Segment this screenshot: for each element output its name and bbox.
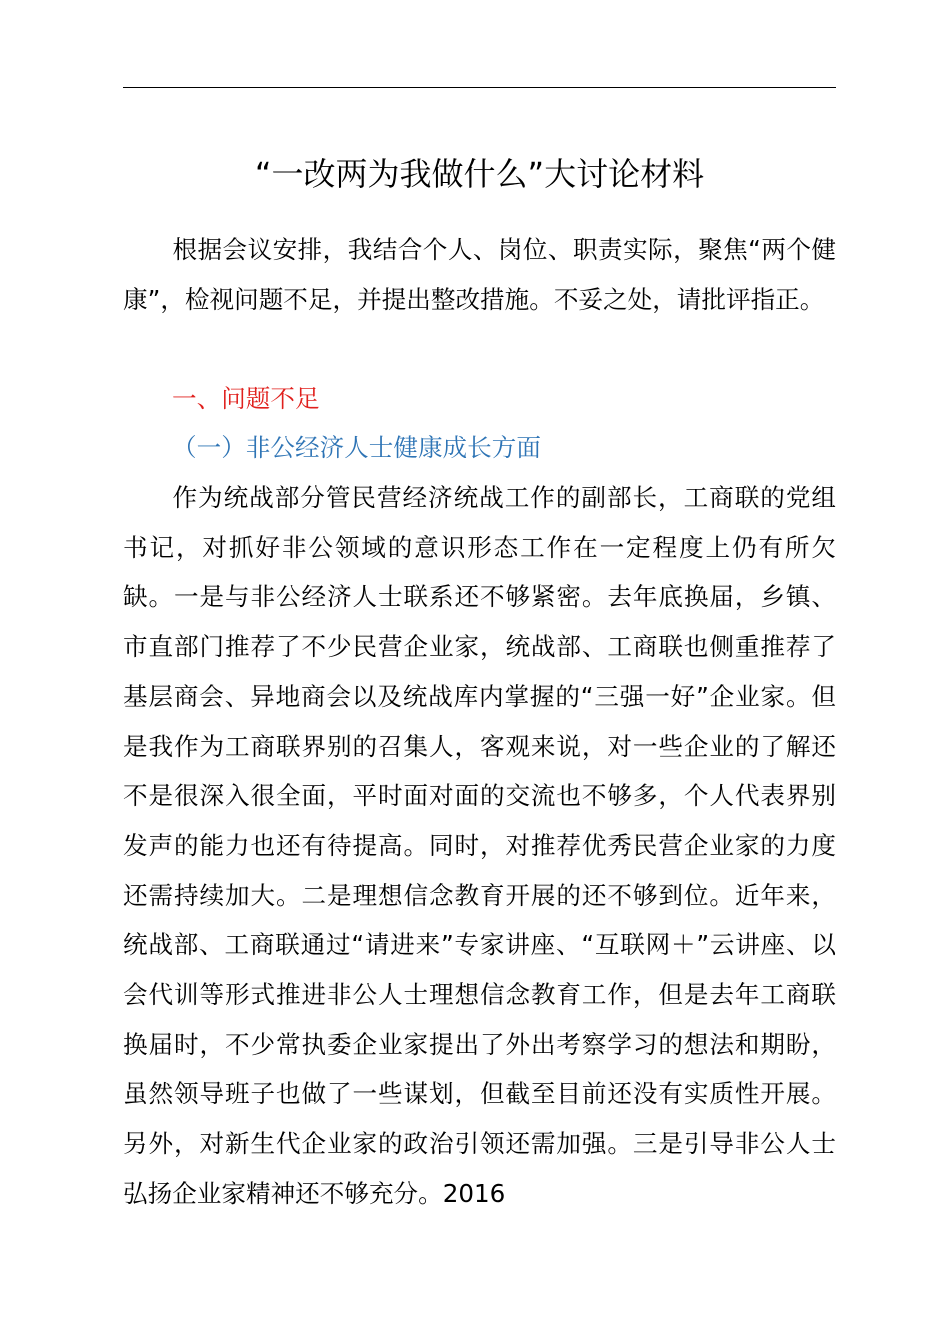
body-paragraph: 作为统战部分管民营经济统战工作的副部长，工商联的党组书记，对抓好非公领域的意识形态工作在一定程度上仍有所欠缺。一是与非公经济人士联系还不够紧密。去年底换届，乡镇、市直部门推荐了不少民营企业家，统战部、工商联也侧重推荐了基层商会、异地商会以及统战库内掌握的“三强一好”企业家。但是我作为工商联界别的召集人，客观来说，对一些企业的了解还不是很深入很全面，平时面对面的交流也不够多，个人代表界别发声的能力也还有待提高。同时，对推荐优秀民营企业家的力度还需持续加大。二是理想信念教育开展的还不够到位。近年来，统战部、工商联通过“请进来”专家讲座、“互联网＋”云讲座、以会代训等形式推进非公人士理想信念教育工作，但是去年工商联换届时，不少常执委企业家提出了外出考察学习的想法和期盼，虽然领导班子也做了一些谋划，但截至目前还没有实质性开展。另外，对新生代企业家的政治引领还需加强。三是引导非公人士弘扬企业家精神还不够充分。2016 <box>123 483 836 1208</box>
subsection-heading: （一）非公经济人士健康成长方面 <box>172 433 541 462</box>
intro-paragraph: 根据会议安排，我结合个人、岗位、职责实际，聚焦“两个健康”，检视问题不足，并提出整改措施。不妥之处，请批评指正。 <box>123 235 836 314</box>
document-title: “一改两为我做什么”大讨论材料 <box>254 155 705 193</box>
section-heading: 一、问题不足 <box>172 384 320 413</box>
header-rule <box>123 87 836 88</box>
